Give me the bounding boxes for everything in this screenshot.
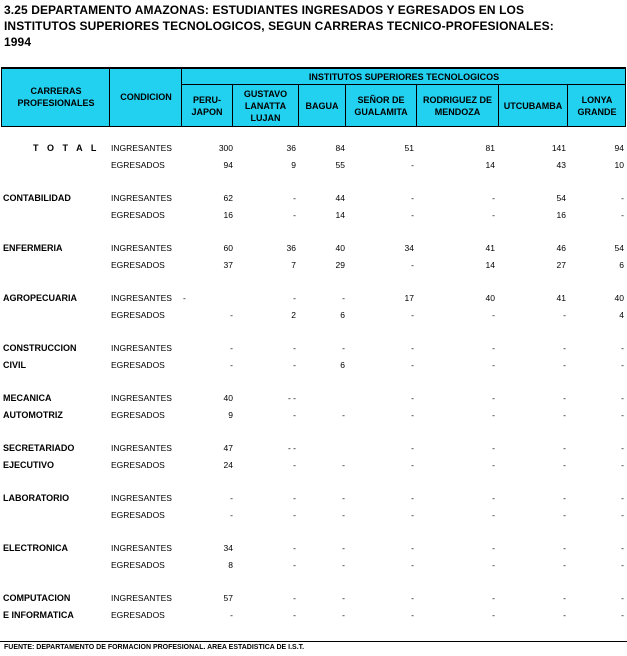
table-cell: -: [563, 360, 566, 370]
table-cell: 34: [223, 543, 233, 553]
header-condition: CONDICION: [120, 92, 172, 102]
table-cell: -: [563, 410, 566, 420]
table-row: [0, 507, 627, 524]
table-cell: -: [563, 543, 566, 553]
table-cell: -: [492, 360, 495, 370]
table-cell: -: [293, 510, 296, 520]
table-cell: -: [230, 310, 233, 320]
table-cell: 6: [340, 360, 345, 370]
header-group-underline: [181, 84, 626, 85]
table-cell: 41: [556, 293, 566, 303]
table-cell: -: [342, 610, 345, 620]
table-cell: -: [411, 210, 414, 220]
condition-label: EGRESADOS: [111, 460, 165, 470]
table-cell: -: [411, 443, 414, 453]
table-cell: -: [411, 343, 414, 353]
table-cell: - -: [287, 393, 296, 403]
table-row: [0, 490, 627, 507]
table-cell: -: [492, 460, 495, 470]
table-cell: 40: [223, 393, 233, 403]
table-cell: -: [411, 543, 414, 553]
table-cell: -: [411, 310, 414, 320]
table-cell: -: [293, 410, 296, 420]
table-cell: -: [492, 543, 495, 553]
condition-label: EGRESADOS: [111, 360, 165, 370]
table-cell: -: [621, 493, 624, 503]
condition-label: INGRESANTES: [111, 143, 172, 153]
table-cell: 141: [551, 143, 566, 153]
table-cell: -: [492, 593, 495, 603]
table-cell: 81: [485, 143, 495, 153]
career-label: T O T A L: [33, 143, 100, 153]
career-label: SECRETARIADO: [3, 443, 75, 453]
table-cell: -: [293, 343, 296, 353]
table-cell: -: [621, 460, 624, 470]
table-cell: 10: [614, 160, 624, 170]
table-cell: -: [411, 260, 414, 270]
career-label: CONSTRUCCION: [3, 343, 77, 353]
condition-label: EGRESADOS: [111, 610, 165, 620]
table-cell: 34: [404, 243, 414, 253]
table-cell: -: [293, 460, 296, 470]
header-institute-peru-japon: PERU-JAPON: [191, 94, 223, 117]
table-cell: -: [563, 610, 566, 620]
table-cell: -: [492, 210, 495, 220]
table-cell: -: [411, 610, 414, 620]
table-cell: -: [293, 610, 296, 620]
table-cell: -: [293, 293, 296, 303]
table-cell: -: [492, 443, 495, 453]
condition-label: EGRESADOS: [111, 260, 165, 270]
table-cell: 55: [335, 160, 345, 170]
table-cell: 16: [556, 210, 566, 220]
table-cell: 36: [286, 243, 296, 253]
table-cell: -: [621, 210, 624, 220]
table-cell: 44: [335, 193, 345, 203]
header-border-right: [625, 69, 626, 126]
table-cell: -: [342, 543, 345, 553]
table-cell: 60: [223, 243, 233, 253]
table-cell: 84: [335, 143, 345, 153]
table-cell: 47: [223, 443, 233, 453]
table-cell: 8: [228, 560, 233, 570]
header-divider: [416, 84, 417, 126]
table-cell: -: [411, 393, 414, 403]
table-cell: -: [293, 210, 296, 220]
table-row: [0, 557, 627, 574]
table-cell: 43: [556, 160, 566, 170]
table-cell: 41: [485, 243, 495, 253]
table-cell: -: [230, 610, 233, 620]
table-cell: -: [342, 593, 345, 603]
table-cell: -: [563, 460, 566, 470]
table-cell: -: [411, 493, 414, 503]
condition-label: EGRESADOS: [111, 160, 165, 170]
table-cell: 54: [556, 193, 566, 203]
header-divider: [109, 69, 110, 126]
table-cell: -: [492, 343, 495, 353]
table-cell: 6: [340, 310, 345, 320]
table-cell: 300: [218, 143, 233, 153]
table-cell: -: [411, 360, 414, 370]
source-note: FUENTE: DEPARTAMENTO DE FORMACION PROFESIONAL. AREA ESTADISTICA DE I.S.T.: [4, 644, 305, 651]
table-row: [0, 590, 627, 607]
condition-label: EGRESADOS: [111, 310, 165, 320]
career-label: EJECUTIVO: [3, 460, 55, 470]
table-row: [0, 457, 627, 474]
title-line-2: INSTITUTOS SUPERIORES TECNOLOGICOS, SEGUN CARRERAS TECNICO-PROFESIONALES:: [4, 19, 554, 33]
table-cell: -: [293, 360, 296, 370]
condition-label: EGRESADOS: [111, 560, 165, 570]
table-cell: -: [563, 493, 566, 503]
header-institutes-group: INSTITUTOS SUPERIORES TECNOLOGICOS: [308, 72, 500, 82]
table-cell: 14: [485, 260, 495, 270]
table-cell: -: [492, 560, 495, 570]
table-cell: 27: [556, 260, 566, 270]
table-cell: 40: [485, 293, 495, 303]
table-row: [0, 240, 627, 257]
condition-label: INGRESANTES: [111, 543, 172, 553]
table-cell: 57: [223, 593, 233, 603]
header-institute-gustavo-lanatta: GUSTAVO LANATTA LUJAN: [243, 88, 288, 123]
table-cell: 7: [291, 260, 296, 270]
table-title: [4, 2, 624, 50]
table-cell: 17: [404, 293, 414, 303]
table-row: [0, 207, 627, 224]
table-cell: -: [621, 593, 624, 603]
table-cell: -: [563, 393, 566, 403]
career-label: CONTABILIDAD: [3, 193, 71, 203]
table-cell: -: [563, 310, 566, 320]
table-cell: -: [230, 493, 233, 503]
career-label: MECANICA: [3, 393, 52, 403]
table-cell: -: [563, 510, 566, 520]
table-cell: 94: [614, 143, 624, 153]
table-cell: 2: [291, 310, 296, 320]
table-cell: -: [563, 593, 566, 603]
table-cell: -: [293, 593, 296, 603]
header-divider: [345, 84, 346, 126]
table-cell: -: [492, 510, 495, 520]
table-cell: 36: [286, 143, 296, 153]
table-cell: -: [563, 443, 566, 453]
header-border-left: [1, 69, 2, 126]
table-cell: -: [342, 493, 345, 503]
header-institute-bagua: BAGUA: [305, 100, 339, 111]
footer-rule: [0, 641, 627, 642]
header-divider: [232, 84, 233, 126]
table-row: [0, 407, 627, 424]
table-cell: 14: [335, 210, 345, 220]
table-cell: -: [411, 160, 414, 170]
title-line-3: 1994: [4, 35, 32, 49]
table-cell: -: [293, 560, 296, 570]
table-cell: 46: [556, 243, 566, 253]
table-cell: -: [492, 610, 495, 620]
table-cell: -: [342, 460, 345, 470]
table-cell: -: [293, 193, 296, 203]
condition-label: INGRESANTES: [111, 193, 172, 203]
table-cell: -: [563, 343, 566, 353]
header-divider: [181, 69, 182, 126]
table-cell: -: [621, 410, 624, 420]
career-label: COMPUTACION: [3, 593, 71, 603]
condition-label: INGRESANTES: [111, 493, 172, 503]
career-label: LABORATORIO: [3, 493, 70, 503]
table-row: [0, 307, 627, 324]
condition-label: EGRESADOS: [111, 410, 165, 420]
header-divider: [298, 84, 299, 126]
table-row: [0, 257, 627, 274]
table-row: [0, 190, 627, 207]
table-cell: -: [621, 343, 624, 353]
table-cell: -: [492, 310, 495, 320]
table-cell: 29: [335, 260, 345, 270]
table-cell: -: [342, 343, 345, 353]
table-cell: -: [621, 193, 624, 203]
table-row: [0, 157, 627, 174]
career-label: E INFORMATICA: [3, 610, 74, 620]
header-institute-utcubamba: UTCUBAMBA: [503, 100, 563, 111]
table-row: [0, 290, 627, 307]
table-cell: 14: [485, 160, 495, 170]
table-cell: -: [492, 410, 495, 420]
table-cell: -: [230, 360, 233, 370]
table-cell: -: [621, 443, 624, 453]
table-cell: -: [230, 510, 233, 520]
condition-label: INGRESANTES: [111, 393, 172, 403]
table-row: [0, 540, 627, 557]
table-cell: -: [293, 493, 296, 503]
table-row: [0, 390, 627, 407]
table-cell: 24: [223, 460, 233, 470]
table-cell: -: [621, 360, 624, 370]
table-cell: -: [621, 510, 624, 520]
career-label: CIVIL: [3, 360, 27, 370]
table-row: [0, 340, 627, 357]
table-cell: -: [411, 460, 414, 470]
table-cell: -: [411, 193, 414, 203]
table-cell: -: [621, 610, 624, 620]
career-label: AUTOMOTRIZ: [3, 410, 63, 420]
header-institute-senor-de-gualamita: SEÑOR DE GUALAMITA: [354, 94, 408, 117]
condition-label: INGRESANTES: [111, 343, 172, 353]
table-cell: -: [563, 560, 566, 570]
table-cell: -: [492, 493, 495, 503]
table-cell: 62: [223, 193, 233, 203]
table-cell: 37: [223, 260, 233, 270]
table-cell: 4: [619, 310, 624, 320]
table-cell: 51: [404, 143, 414, 153]
table-cell: -: [342, 410, 345, 420]
table-cell: -: [492, 193, 495, 203]
header-divider: [567, 84, 568, 126]
table-cell: -: [293, 543, 296, 553]
condition-label: EGRESADOS: [111, 210, 165, 220]
condition-label: INGRESANTES: [111, 243, 172, 253]
condition-label: INGRESANTES: [111, 293, 172, 303]
header-divider: [498, 84, 499, 126]
table-cell: - -: [287, 443, 296, 453]
table-cell: -: [411, 560, 414, 570]
table-row: [0, 607, 627, 624]
table-cell: -: [621, 560, 624, 570]
table-cell: 40: [614, 293, 624, 303]
table-cell: -: [342, 560, 345, 570]
table-cell: -: [492, 393, 495, 403]
table-row: [0, 440, 627, 457]
title-line-1: 3.25 DEPARTAMENTO AMAZONAS: ESTUDIANTES INGRESADOS Y EGRESADOS EN LOS: [4, 3, 525, 17]
table-cell: 40: [335, 243, 345, 253]
table-header: [1, 67, 626, 127]
table-row: [0, 357, 627, 374]
table-cell: -: [411, 510, 414, 520]
table-cell: 6: [619, 260, 624, 270]
table-cell: 9: [228, 410, 233, 420]
condition-label: INGRESANTES: [111, 593, 172, 603]
career-label: ENFERMERIA: [3, 243, 63, 253]
career-label: ELECTRONICA: [3, 543, 68, 553]
table-cell: 54: [614, 243, 624, 253]
career-label: AGROPECUARIA: [3, 293, 78, 303]
table-cell: -: [342, 510, 345, 520]
header-institute-lonya-grande: LONYA GRANDE: [577, 94, 617, 117]
table-cell: -: [411, 410, 414, 420]
table-cell: -: [621, 543, 624, 553]
table-row: [0, 140, 627, 157]
table-cell: -: [621, 393, 624, 403]
table-cell: 9: [291, 160, 296, 170]
table-cell: -: [183, 293, 186, 303]
table-cell: 16: [223, 210, 233, 220]
table-cell: -: [230, 343, 233, 353]
table-cell: 94: [223, 160, 233, 170]
header-institute-rodriguez-de-mendoza: RODRIGUEZ DE MENDOZA: [422, 94, 492, 117]
table-cell: -: [411, 593, 414, 603]
header-careers: CARRERAS PROFESIONALES: [17, 86, 95, 108]
condition-label: INGRESANTES: [111, 443, 172, 453]
condition-label: EGRESADOS: [111, 510, 165, 520]
table-cell: -: [342, 293, 345, 303]
